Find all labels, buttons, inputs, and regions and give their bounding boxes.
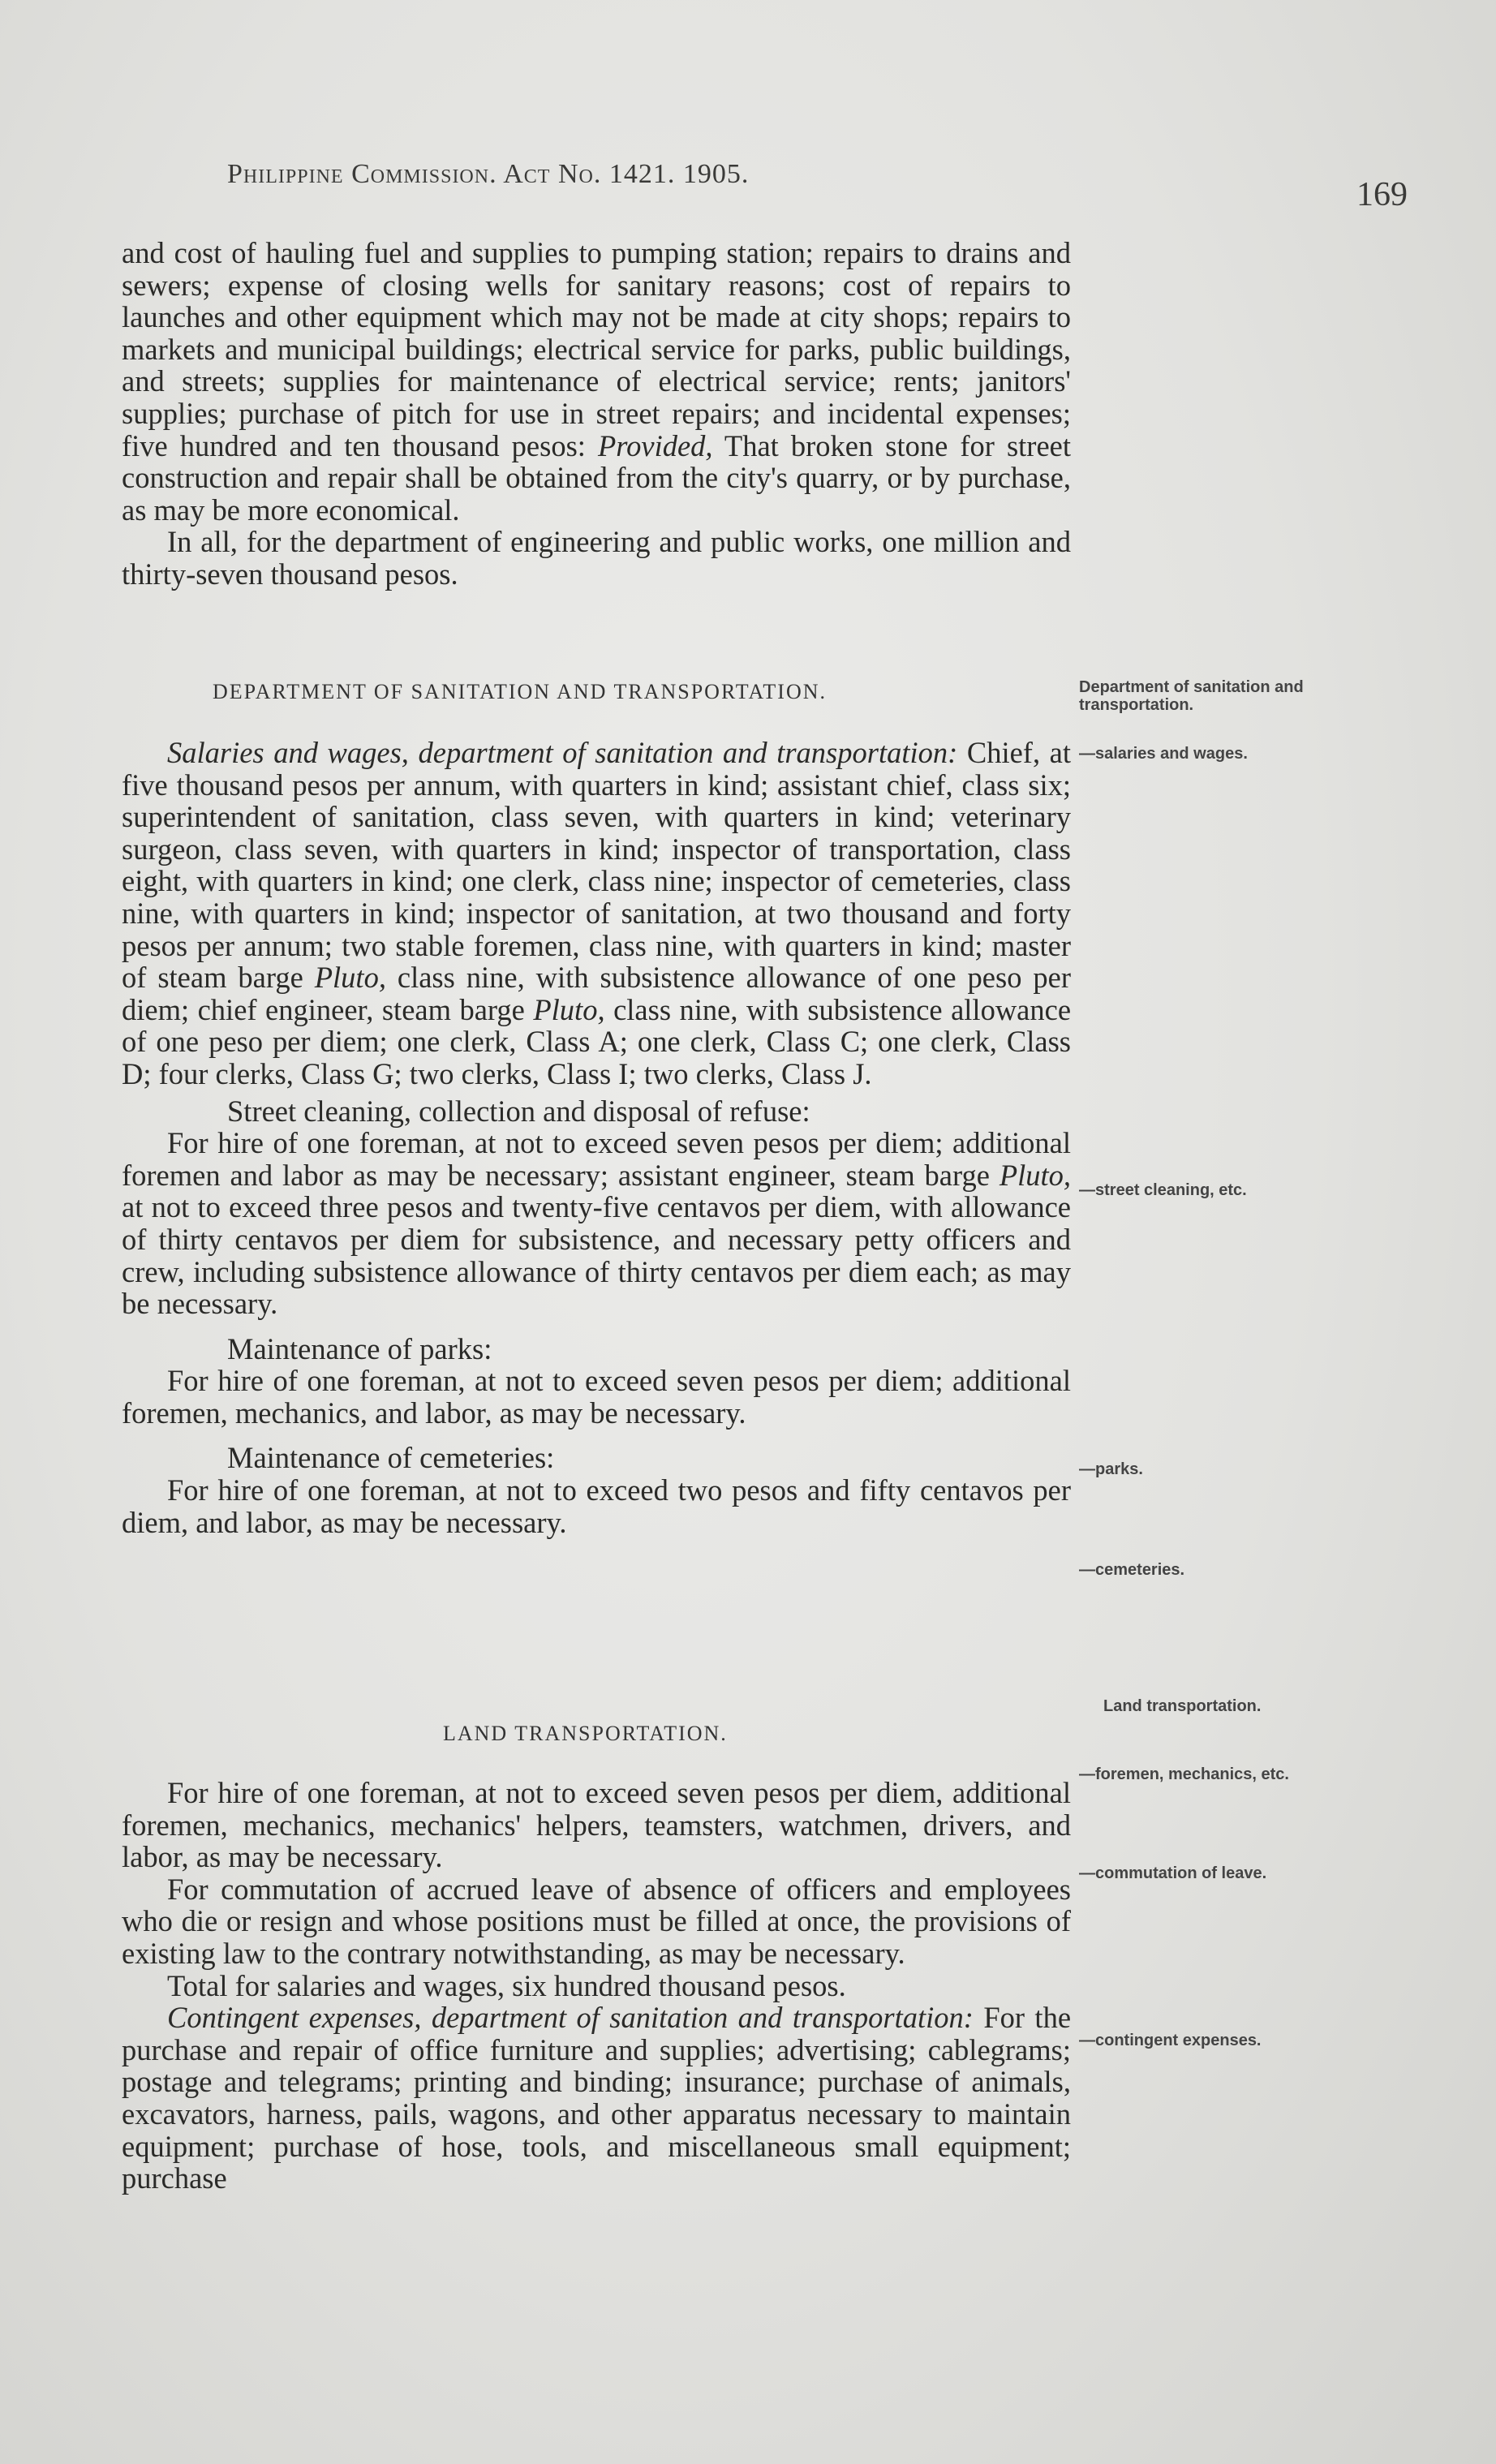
paragraph-parks: For hire of one foreman, at not to exceed seven pesos per diem; additional foremen, mechanics, and labor, as may be necessary. (122, 1364, 1071, 1430)
margin-note-street-cleaning: —street cleaning, etc. (1079, 1181, 1247, 1199)
salaries-lead: Salaries and wages, department of sanitation and transportation: (167, 736, 958, 769)
paragraph-text: Chief, at five thousand pesos per annum, with quarters in kind; assistant chief, class six; superintendent of sanitation, class seven, with quarters in kind; veterinary surgeon, class seven, with quarters in kind; inspector of transportation, class eight, with quarters in kind; one clerk, class nine; inspector of cemeteries, class nine, with quarters in kind; inspector of sanitation, at two thousand and forty pesos per annum; two stable foremen, class nine, with quarters in kind; master of steam barge (122, 736, 1071, 995)
opening-block (122, 237, 1071, 591)
margin-note-cemeteries: —cemeteries. (1079, 1561, 1185, 1579)
paragraph-commutation: For commutation of accrued leave of absence of officers and employees who die or resign and whose positions must be filled at once, the provisions of existing law to the contrary notwithstanding, as may be necessary. (122, 1872, 1071, 1970)
paragraph-engineering-total: In all, for the department of engineering and public works, one million and thirty-seven thousand pesos. (122, 525, 1071, 591)
paragraph-text: For hire of one foreman, at not to exceed seven pesos per diem; additional foremen and labor as may be necessary; assistant engineer, steam barge (122, 1126, 1071, 1192)
running-header: Philippine Commission. Act No. 1421. 1905. (227, 159, 750, 189)
barge-name: Pluto, (314, 961, 386, 995)
paragraph-salaries (122, 737, 1071, 1090)
paragraph-text: class nine, with subsistence allowance of one peso per diem; one clerk, Class A; one clerk, Class C; one clerk, Class D; four clerks, Class G; two clerks, Class I; two clerks, Class J. (122, 992, 1072, 1090)
land-transportation-block (122, 1777, 1071, 2195)
barge-name: Pluto, (999, 1158, 1072, 1192)
paragraph-contingent (122, 2002, 1071, 2195)
contingent-lead: Contingent expenses, department of sanitation and transportation: (167, 2001, 974, 2035)
margin-note-foremen: —foremen, mechanics, etc. (1079, 1765, 1289, 1783)
street-cleaning-heading: Street cleaning, collection and disposal of refuse: (227, 1094, 810, 1128)
paragraph-cemeteries: For hire of one foreman, at not to exceed two pesos and fifty centavos per diem, and labor, as may be necessary. (122, 1473, 1071, 1539)
page-number: 169 (1356, 176, 1408, 213)
barge-name: Pluto, (533, 992, 605, 1026)
margin-note-parks: —parks. (1079, 1460, 1143, 1478)
paragraph-text: That broken stone for street construction and repair shall be obtained from the city's quarry, or by purchase, as may be more economical. (122, 428, 1071, 527)
salaries-block (122, 737, 1071, 1538)
margin-note-department: Department of sanitation and transportation. (1079, 678, 1304, 714)
paragraph-text: For the purchase and repair of office furniture and supplies; advertising; cablegrams; postage and telegrams; printing and binding; insurance; purchase of animals, excavators, harness, pails, wagons, and other apparatus necessary to maintain equipment; purchase of hose, tools, and miscellaneous small equipment; purchase (122, 2001, 1072, 2195)
margin-note-contingent: —contingent expenses. (1079, 2032, 1262, 2049)
paragraph-land-hire: For hire of one foreman, at not to exceed seven pesos per diem, additional foremen, mechanics, mechanics' helpers, teamsters, watchmen, drivers, and labor, as may be necessary. (122, 1776, 1071, 1874)
margin-note-land-transportation: Land transportation. (1103, 1697, 1262, 1715)
section-heading-sanitation: DEPARTMENT OF SANITATION AND TRANSPORTATION. (213, 680, 828, 703)
paragraph-text: at not to exceed three pesos and twenty-five centavos per diem, with allowance of thirty centavos per diem for subsistence, and necessary petty officers and crew, including subsistence allowance of thirty centavos per diem each; as may be necessary. (122, 1190, 1071, 1321)
paragraph-street-cleaning (122, 1127, 1071, 1320)
paragraph-engineering-expenses (122, 237, 1071, 526)
provided-clause-label: Provided, (597, 428, 713, 462)
parks-heading: Maintenance of parks: (227, 1331, 492, 1365)
paragraph-total: Total for salaries and wages, six hundred thousand pesos. (167, 1968, 846, 2002)
cemeteries-heading: Maintenance of cemeteries: (227, 1441, 555, 1475)
paragraph-text: and cost of hauling fuel and supplies to pumping station; repairs to drains and sewers; expense of closing wells for sanitary reasons; cost of repairs to launches and other equipment which may not be made at city shops; repairs to markets and municipal buildings; electrical service for parks, public buildings, and streets; supplies for maintenance of electrical service; rents; janitors' supplies; purchase of pitch for use in street repairs; and incidental expenses; five hundred and ten thousand pesos: (122, 236, 1071, 462)
margin-note-salaries: —salaries and wages. (1079, 745, 1248, 763)
paragraph-text: class nine, with subsistence allowance of one peso per diem; chief engineer, steam barge (122, 961, 1071, 1026)
margin-note-commutation: —commutation of leave. (1079, 1864, 1267, 1882)
section-heading-land-transportation: LAND TRANSPORTATION. (443, 1722, 728, 1745)
